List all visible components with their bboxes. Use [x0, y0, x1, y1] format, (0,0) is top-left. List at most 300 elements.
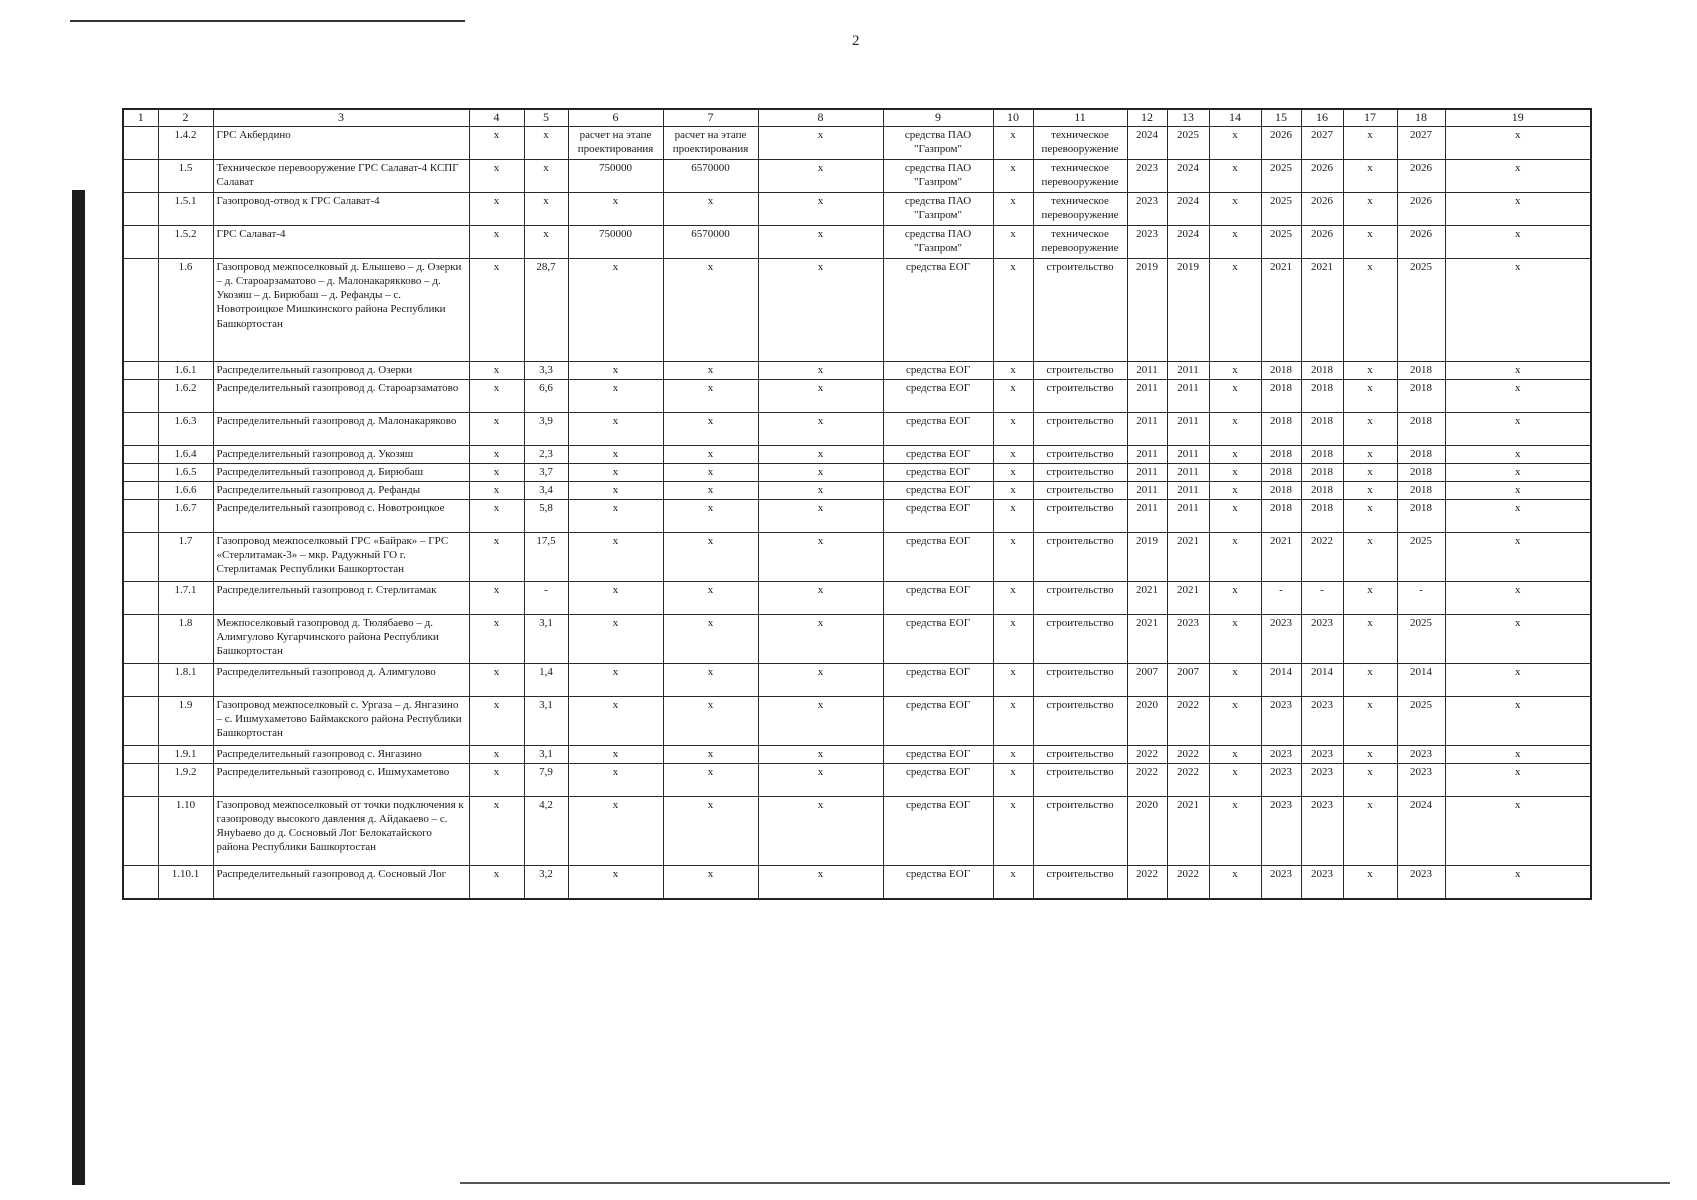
column-header: 10 — [993, 109, 1033, 126]
table-cell: 2025 — [1261, 192, 1301, 225]
table-cell: 28,7 — [524, 258, 568, 361]
table-cell: x — [758, 745, 883, 763]
table-cell: 2022 — [1167, 696, 1209, 745]
table-cell: техническое перевооружение — [1033, 192, 1127, 225]
table-cell: x — [993, 481, 1033, 499]
table-cell: x — [1209, 614, 1261, 663]
table-cell: строительство — [1033, 481, 1127, 499]
table-cell — [123, 745, 158, 763]
table-cell: 2022 — [1127, 745, 1167, 763]
table-cell: x — [758, 796, 883, 865]
table-cell: x — [663, 481, 758, 499]
table-cell: строительство — [1033, 445, 1127, 463]
table-cell: 3,4 — [524, 481, 568, 499]
table-row — [123, 499, 1591, 532]
table-cell: x — [993, 499, 1033, 532]
table-cell: x — [568, 696, 663, 745]
column-header: 15 — [1261, 109, 1301, 126]
table-cell: 3,1 — [524, 745, 568, 763]
table-cell: средства ЕОГ — [883, 463, 993, 481]
table-cell: x — [1343, 481, 1397, 499]
table-cell: x — [758, 258, 883, 361]
table-cell: x — [663, 192, 758, 225]
table-cell: x — [1445, 225, 1591, 258]
table-cell: x — [1445, 796, 1591, 865]
table-cell: 2011 — [1167, 445, 1209, 463]
table-cell: x — [469, 696, 524, 745]
table-cell: 6,6 — [524, 379, 568, 412]
table-cell — [123, 499, 158, 532]
page-number: 2 — [852, 33, 860, 49]
table-cell: 1.7 — [158, 532, 213, 581]
table-cell: x — [568, 663, 663, 696]
table-cell: x — [758, 696, 883, 745]
table-cell: средства ПАО "Газпром" — [883, 126, 993, 159]
table-cell: x — [758, 763, 883, 796]
table-cell: 2024 — [1127, 126, 1167, 159]
table-cell: Газопровод межпоселковый ГРС «Байрак» – ГРС «Стерлитамак-3» – мкр. Радужный ГО г. Стерлитамак Республики Башкортостан — [213, 532, 469, 581]
table-cell: 2025 — [1261, 159, 1301, 192]
table-cell: 2026 — [1397, 159, 1445, 192]
table-cell — [123, 532, 158, 581]
table-cell: 2018 — [1261, 361, 1301, 379]
table-cell: 2018 — [1261, 412, 1301, 445]
table-cell: Газопровод межпоселковый от точки подключения к газопроводу высокого давления д. Айдакаево – с. Янybaево до д. Сосновый Лог Белокатайского района Республики Башкортостан — [213, 796, 469, 865]
column-header: 6 — [568, 109, 663, 126]
table-cell: x — [663, 581, 758, 614]
table-cell: x — [993, 379, 1033, 412]
table-row — [123, 581, 1591, 614]
table-cell: техническое перевооружение — [1033, 159, 1127, 192]
table-cell: x — [568, 796, 663, 865]
table-cell: x — [1209, 445, 1261, 463]
table-cell: 1.9.2 — [158, 763, 213, 796]
table-cell: x — [758, 126, 883, 159]
table-cell: x — [1445, 614, 1591, 663]
table-cell — [123, 379, 158, 412]
table-cell: x — [993, 126, 1033, 159]
table-cell: x — [568, 581, 663, 614]
data-table — [122, 108, 1592, 900]
table-cell: x — [1343, 412, 1397, 445]
table-cell: 2018 — [1397, 412, 1445, 445]
table-cell: x — [1209, 663, 1261, 696]
column-header: 19 — [1445, 109, 1591, 126]
table-cell — [123, 663, 158, 696]
table-cell: 1.6.5 — [158, 463, 213, 481]
column-header: 2 — [158, 109, 213, 126]
table-cell: 2011 — [1127, 481, 1167, 499]
table-cell: 2023 — [1127, 159, 1167, 192]
table-cell: x — [1209, 745, 1261, 763]
table-cell: x — [1445, 258, 1591, 361]
table-cell: 2022 — [1301, 532, 1343, 581]
table-cell: 2022 — [1167, 763, 1209, 796]
table-cell: 2021 — [1301, 258, 1343, 361]
table-cell: x — [1209, 159, 1261, 192]
table-cell: Распределительный газопровод д. Укозяш — [213, 445, 469, 463]
table-cell: Газопровод межпоселковый д. Елышево – д. Озерки – д. Староарзаматово – д. Малонакарякково – д. Укозяш – д. Бирюбаш – д. Рефанды – с. Новотроицкое Мишкинского района Республики Башкортостан — [213, 258, 469, 361]
table-cell: x — [469, 663, 524, 696]
table-cell: 3,7 — [524, 463, 568, 481]
table-cell: x — [1343, 663, 1397, 696]
table-cell: 2023 — [1261, 745, 1301, 763]
column-header: 16 — [1301, 109, 1343, 126]
table-cell: средства ЕОГ — [883, 763, 993, 796]
table-cell: x — [568, 463, 663, 481]
table-cell: ГРС Акбердино — [213, 126, 469, 159]
table-cell: 2019 — [1167, 258, 1209, 361]
table-cell: 2023 — [1301, 796, 1343, 865]
table-cell: x — [1209, 225, 1261, 258]
table-cell: 2018 — [1301, 463, 1343, 481]
table-cell: x — [1445, 532, 1591, 581]
table-cell: 2011 — [1127, 463, 1167, 481]
table-cell: x — [1343, 192, 1397, 225]
table-cell: 2026 — [1301, 225, 1343, 258]
table-cell — [123, 463, 158, 481]
table-cell: 1.5.2 — [158, 225, 213, 258]
table-cell: 5,8 — [524, 499, 568, 532]
table-cell: x — [663, 361, 758, 379]
table-cell: x — [1209, 763, 1261, 796]
table-cell: x — [469, 126, 524, 159]
column-header: 7 — [663, 109, 758, 126]
table-row — [123, 532, 1591, 581]
table-cell: строительство — [1033, 865, 1127, 899]
table-cell: x — [1445, 379, 1591, 412]
table-cell: x — [993, 581, 1033, 614]
table-cell: x — [1343, 445, 1397, 463]
table-row — [123, 763, 1591, 796]
table-cell: 1.8 — [158, 614, 213, 663]
table-cell: x — [1343, 379, 1397, 412]
table-cell: x — [663, 745, 758, 763]
table-cell: 2026 — [1301, 159, 1343, 192]
table-cell: 1.6.1 — [158, 361, 213, 379]
table-cell: Распределительный газопровод д. Бирюбаш — [213, 463, 469, 481]
table-cell: техническое перевооружение — [1033, 126, 1127, 159]
table-cell: x — [1445, 445, 1591, 463]
table-cell: 2014 — [1301, 663, 1343, 696]
table-cell: строительство — [1033, 614, 1127, 663]
table-cell: 2025 — [1261, 225, 1301, 258]
table-cell: x — [758, 614, 883, 663]
table-cell: 2018 — [1397, 481, 1445, 499]
table-cell: x — [568, 192, 663, 225]
table-cell: x — [1445, 361, 1591, 379]
table-cell: x — [1445, 126, 1591, 159]
table-cell: x — [1343, 696, 1397, 745]
table-cell: x — [1343, 159, 1397, 192]
table-cell: 2021 — [1261, 258, 1301, 361]
table-cell: x — [663, 865, 758, 899]
table-cell: x — [469, 763, 524, 796]
table-row — [123, 126, 1591, 159]
table-cell: x — [663, 445, 758, 463]
table-cell: 3,3 — [524, 361, 568, 379]
table-cell: x — [469, 581, 524, 614]
column-header: 13 — [1167, 109, 1209, 126]
table-body — [123, 126, 1591, 899]
table-cell — [123, 258, 158, 361]
table-cell: - — [1301, 581, 1343, 614]
table-cell: строительство — [1033, 412, 1127, 445]
table-cell: x — [1209, 192, 1261, 225]
table-cell: 2023 — [1301, 614, 1343, 663]
table-cell — [123, 581, 158, 614]
table-cell: 2023 — [1397, 763, 1445, 796]
table-cell: 2011 — [1167, 499, 1209, 532]
table-cell: x — [758, 581, 883, 614]
column-header: 4 — [469, 109, 524, 126]
table-cell: 750000 — [568, 225, 663, 258]
table-cell: x — [663, 258, 758, 361]
table-cell: 2021 — [1261, 532, 1301, 581]
table-cell: 2020 — [1127, 796, 1167, 865]
table-cell: Распределительный газопровод с. Новотроицкое — [213, 499, 469, 532]
table-cell: 2011 — [1127, 445, 1167, 463]
table-cell: x — [993, 663, 1033, 696]
table-cell: x — [993, 225, 1033, 258]
table-cell: x — [1445, 481, 1591, 499]
column-header: 1 — [123, 109, 158, 126]
table-cell: 2018 — [1397, 361, 1445, 379]
table-cell: 2011 — [1127, 361, 1167, 379]
table-cell — [123, 445, 158, 463]
table-cell: x — [758, 159, 883, 192]
table-cell: x — [568, 412, 663, 445]
table-cell: 750000 — [568, 159, 663, 192]
table-cell: x — [758, 463, 883, 481]
table-cell: 2023 — [1127, 225, 1167, 258]
table-cell: x — [758, 865, 883, 899]
table-cell: 2021 — [1167, 581, 1209, 614]
table-cell: x — [568, 499, 663, 532]
table-cell: x — [1343, 463, 1397, 481]
table-cell: 2018 — [1301, 379, 1343, 412]
table-cell: x — [1343, 499, 1397, 532]
table-cell: x — [758, 481, 883, 499]
table-cell: 2023 — [1397, 745, 1445, 763]
table-cell: x — [758, 532, 883, 581]
table-cell: x — [1209, 581, 1261, 614]
table-cell: x — [663, 763, 758, 796]
table-cell: Распределительный газопровод д. Рефанды — [213, 481, 469, 499]
table-cell: x — [663, 663, 758, 696]
table-cell: 4,2 — [524, 796, 568, 865]
table-cell — [123, 412, 158, 445]
table-cell: Распределительный газопровод д. Озерки — [213, 361, 469, 379]
table-cell: 1.6.4 — [158, 445, 213, 463]
table-cell: средства ЕОГ — [883, 412, 993, 445]
table-cell: 2007 — [1127, 663, 1167, 696]
table-cell: x — [993, 463, 1033, 481]
table-cell: 1.4.2 — [158, 126, 213, 159]
table-cell: средства ЕОГ — [883, 581, 993, 614]
table-cell: x — [663, 532, 758, 581]
table-cell: средства ЕОГ — [883, 481, 993, 499]
table-cell — [123, 763, 158, 796]
table-cell: x — [1445, 192, 1591, 225]
table-cell: строительство — [1033, 763, 1127, 796]
table-cell: Газопровод-отвод к ГРС Салават-4 — [213, 192, 469, 225]
table-row — [123, 361, 1591, 379]
header-row — [123, 109, 1591, 126]
table-row — [123, 796, 1591, 865]
table-cell: 6570000 — [663, 159, 758, 192]
table-cell: x — [568, 763, 663, 796]
table-cell: 2011 — [1127, 412, 1167, 445]
table-cell: 2018 — [1397, 499, 1445, 532]
table-cell: x — [568, 445, 663, 463]
table-cell: x — [469, 532, 524, 581]
table-cell: 1.6.7 — [158, 499, 213, 532]
table-cell: x — [993, 763, 1033, 796]
table-cell: 2025 — [1397, 532, 1445, 581]
table-cell — [123, 126, 158, 159]
table-cell: ГРС Салават-4 — [213, 225, 469, 258]
table-cell: x — [993, 696, 1033, 745]
table-cell: расчет на этапе проектирования — [568, 126, 663, 159]
table-cell — [123, 192, 158, 225]
table-cell: 2025 — [1397, 614, 1445, 663]
table-cell: 2021 — [1167, 796, 1209, 865]
table-cell: x — [1445, 159, 1591, 192]
column-header: 9 — [883, 109, 993, 126]
table-cell: x — [1343, 581, 1397, 614]
table-cell: средства ЕОГ — [883, 445, 993, 463]
table-cell: x — [1209, 796, 1261, 865]
table-cell: x — [663, 796, 758, 865]
table-cell: 3,9 — [524, 412, 568, 445]
table-cell: 2011 — [1127, 499, 1167, 532]
table-cell: x — [524, 225, 568, 258]
table-cell: x — [1209, 258, 1261, 361]
table-cell: строительство — [1033, 499, 1127, 532]
table-cell: x — [1209, 126, 1261, 159]
table-cell: средства ПАО "Газпром" — [883, 159, 993, 192]
table-cell: 1.5.1 — [158, 192, 213, 225]
table-cell: 2018 — [1301, 412, 1343, 445]
column-header: 3 — [213, 109, 469, 126]
table-row — [123, 463, 1591, 481]
table-cell: средства ЕОГ — [883, 379, 993, 412]
table-row — [123, 663, 1591, 696]
table-cell: 3,2 — [524, 865, 568, 899]
table-cell: x — [568, 481, 663, 499]
table-cell: Газопровод межпоселковый с. Ургаза – д. Янгазино – с. Ишмухаметово Баймакского района Республики Башкортостан — [213, 696, 469, 745]
table-cell: x — [758, 445, 883, 463]
table-cell: средства ЕОГ — [883, 258, 993, 361]
table-cell: средства ПАО "Газпром" — [883, 192, 993, 225]
table-cell: средства ПАО "Газпром" — [883, 225, 993, 258]
table-cell: строительство — [1033, 379, 1127, 412]
table-cell: 2018 — [1261, 379, 1301, 412]
table-cell: x — [663, 499, 758, 532]
table-cell: x — [663, 412, 758, 445]
table-cell: x — [1343, 225, 1397, 258]
table-row — [123, 379, 1591, 412]
table-cell: 2,3 — [524, 445, 568, 463]
table-row — [123, 412, 1591, 445]
table-cell: x — [993, 361, 1033, 379]
table-cell: 2026 — [1261, 126, 1301, 159]
table-cell: x — [993, 445, 1033, 463]
column-header: 12 — [1127, 109, 1167, 126]
table-cell: 2021 — [1127, 614, 1167, 663]
table-cell: 2025 — [1167, 126, 1209, 159]
table-cell: - — [1261, 581, 1301, 614]
table-cell: x — [1209, 532, 1261, 581]
table-cell: 2011 — [1167, 361, 1209, 379]
table-cell: 2024 — [1167, 192, 1209, 225]
table-cell: x — [758, 663, 883, 696]
table-cell: техническое перевооружение — [1033, 225, 1127, 258]
table-cell: x — [1209, 463, 1261, 481]
table-cell: 2018 — [1261, 463, 1301, 481]
column-header: 5 — [524, 109, 568, 126]
table-cell: x — [1209, 481, 1261, 499]
table-cell: x — [1209, 361, 1261, 379]
table-cell: 2019 — [1127, 258, 1167, 361]
table-cell: строительство — [1033, 663, 1127, 696]
table-cell: Распределительный газопровод д. Староарзаматово — [213, 379, 469, 412]
table-cell: Распределительный газопровод г. Стерлитамак — [213, 581, 469, 614]
table-cell: 1.10 — [158, 796, 213, 865]
table-cell: 1.5 — [158, 159, 213, 192]
table-cell — [123, 614, 158, 663]
table-cell: x — [1445, 745, 1591, 763]
table-cell: 1.6.3 — [158, 412, 213, 445]
table-cell: строительство — [1033, 532, 1127, 581]
table-cell: 2011 — [1167, 412, 1209, 445]
table-cell: средства ЕОГ — [883, 499, 993, 532]
table-cell: x — [663, 614, 758, 663]
table-container — [122, 108, 1590, 900]
table-cell: x — [993, 745, 1033, 763]
table-cell: 1,4 — [524, 663, 568, 696]
table-cell — [123, 481, 158, 499]
table-cell: Распределительный газопровод с. Янгазино — [213, 745, 469, 763]
table-cell: 2027 — [1301, 126, 1343, 159]
table-cell: Техническое перевооружение ГРС Салават-4 КСПГ Салават — [213, 159, 469, 192]
table-cell: средства ЕОГ — [883, 532, 993, 581]
table-row — [123, 481, 1591, 499]
table-cell: 2026 — [1397, 225, 1445, 258]
table-cell: 2023 — [1167, 614, 1209, 663]
table-cell: 2023 — [1301, 763, 1343, 796]
table-cell: x — [1445, 763, 1591, 796]
table-cell: 2023 — [1397, 865, 1445, 899]
table-cell: 2023 — [1301, 696, 1343, 745]
table-cell: x — [1445, 696, 1591, 745]
table-cell: x — [469, 463, 524, 481]
table-cell: средства ЕОГ — [883, 696, 993, 745]
table-cell: x — [568, 258, 663, 361]
table-cell: 2011 — [1127, 379, 1167, 412]
table-cell: 2018 — [1301, 361, 1343, 379]
table-cell: средства ЕОГ — [883, 745, 993, 763]
table-cell: средства ЕОГ — [883, 361, 993, 379]
table-cell: 2026 — [1397, 192, 1445, 225]
table-row — [123, 445, 1591, 463]
table-cell: x — [1343, 361, 1397, 379]
table-cell: средства ЕОГ — [883, 614, 993, 663]
table-cell: x — [1445, 663, 1591, 696]
table-row — [123, 258, 1591, 361]
table-cell: x — [524, 192, 568, 225]
